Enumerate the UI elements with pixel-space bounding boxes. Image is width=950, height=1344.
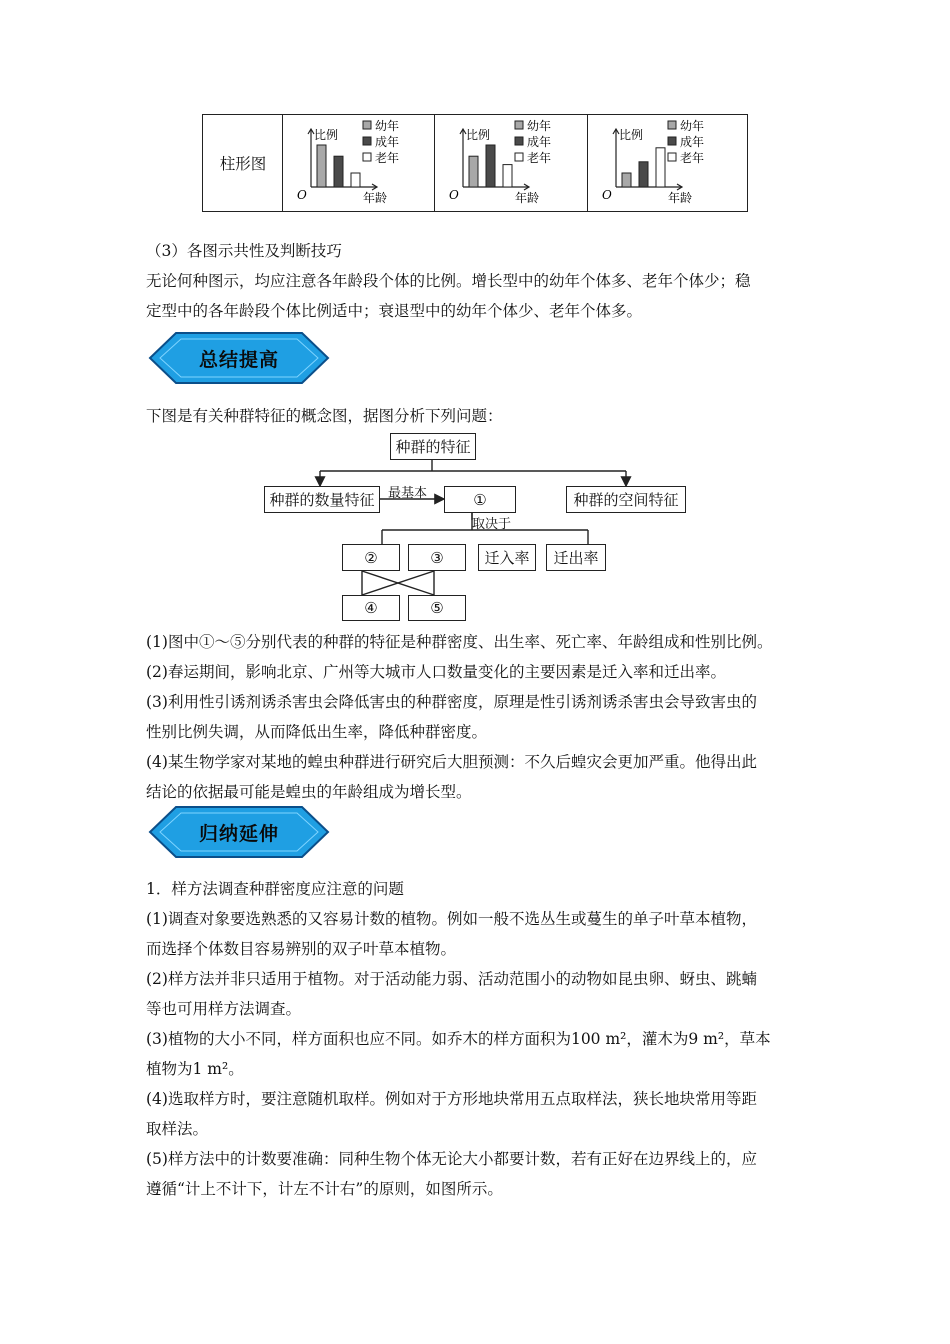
bar-old [351,173,360,187]
chart-cell-growth [283,115,435,211]
node-spatial-features: 种群的空间特征 [566,486,686,513]
extension-banner-label: 归纳延伸 [198,822,279,845]
answer-2: (2)春运期间，影响北京、广州等大城市人口数量变化的主要因素是迁入率和迁出率。 [146,663,726,681]
bar-chart-table [202,114,748,212]
bar-young [469,156,478,187]
age-structure-chart-stable [435,115,585,211]
legend-label: 老年 [527,151,552,165]
legend-label: 成年 [375,135,400,149]
legend-label: 幼年 [680,119,705,133]
age-structure-chart-decline [588,115,743,211]
extension-item-4-line-1: (4)选取样方时，要注意随机取样。例如对于方形地块常用五点取样法，狭长地块常用等距 [146,1090,757,1108]
legend-label: 老年 [680,151,705,165]
y-axis-label: 比例 [314,128,339,142]
node-4: ④ [342,595,400,621]
legend-label: 成年 [527,135,552,149]
node-immigration: 迁入率 [478,544,536,571]
node-3: ③ [408,544,466,571]
section3-line-1: 无论何种图示，均应注意各年龄段个体的比例。增长型中的幼年个体多、老年个体少；稳 [146,272,751,290]
edge-label-depends: 取决于 [472,517,512,532]
legend-swatch [515,121,523,129]
node-population-features: 种群的特征 [390,433,476,460]
origin-label: O [602,188,612,202]
node-emigration: 迁出率 [546,544,606,571]
extension-item-2-line-2: 等也可用样方法调查。 [146,1000,302,1018]
bar-young [622,173,631,187]
answer-4-line-2: 结论的依据最可能是蝗虫的年龄组成为增长型。 [146,783,472,801]
extension-item-3-line-1: (3)植物的大小不同，样方面积也应不同。如乔木的样方面积为100 m²，灌木为9 m²，草本 [146,1030,771,1048]
answer-1: (1)图中①～⑤分别代表的种群的特征是种群密度、出生率、死亡率、年龄组成和性别比例。 [146,633,773,651]
chart-cell-decline [588,115,748,211]
node-1: ① [444,486,516,513]
bar-adult [639,162,648,187]
x-axis-label: 年龄 [363,191,388,205]
origin-label: O [449,188,459,202]
age-structure-chart-growth [283,115,433,211]
edge-label-basic: 最基本 [388,486,428,501]
node-2: ② [342,544,400,571]
answer-3-line-2: 性别比例失调，从而降低出生率，降低种群密度。 [146,723,488,741]
extension-item-4-line-2: 取样法。 [146,1120,209,1138]
bar-adult [486,145,495,187]
node-quantity-features: 种群的数量特征 [264,486,380,513]
legend-swatch [515,137,523,145]
extension-item-1-line-1: (1)调查对象要选熟悉的又容易计数的植物。例如一般不选丛生或蔓生的单子叶草本植物， [146,910,757,928]
section3-line-2: 定型中的各年龄段个体比例适中；衰退型中的幼年个体少、老年个体多。 [146,302,643,320]
summary-answers [146,627,814,807]
legend-swatch [668,153,676,161]
bar-old [656,148,665,187]
node-5: ⑤ [408,595,466,621]
answer-4-line-1: (4)某生物学家对某地的蝗虫种群进行研究后大胆预测：不久后蝗灾会更加严重。他得出此 [146,753,757,771]
bar-old [503,165,512,187]
legend-swatch [515,153,523,161]
legend-label: 幼年 [375,119,400,133]
summary-banner-label: 总结提高 [198,348,279,371]
answer-3-line-1: (3)利用性引诱剂诱杀害虫会降低害虫的种群密度，原理是性引诱剂诱杀害虫会导致害虫的 [146,693,757,711]
legend-swatch [363,153,371,161]
legend-swatch [668,121,676,129]
section3 [146,236,814,326]
bar-adult [334,156,343,187]
y-axis-label: 比例 [466,128,491,142]
legend-label: 幼年 [527,119,552,133]
extension-item-5-line-1: (5)样方法中的计数要准确：同种生物个体无论大小都要计数，若有正好在边界线上的，应 [146,1150,757,1168]
x-axis-label: 年龄 [668,191,693,205]
chart-cell-stable [435,115,588,211]
summary-banner [146,330,332,386]
summary-intro [146,401,814,431]
section3-heading: （3）各图示共性及判断技巧 [146,242,342,260]
legend-label: 成年 [680,135,705,149]
extension-banner [146,804,332,860]
summary-intro-text: 下图是有关种群特征的概念图，据图分析下列问题： [146,407,503,425]
legend-swatch [668,137,676,145]
origin-label: O [297,188,307,202]
y-axis-label: 比例 [619,128,644,142]
table-row-label-cell [203,115,283,211]
extension-section [146,874,814,1204]
legend-label: 老年 [375,151,400,165]
table-row-label: 柱形图 [219,155,267,173]
extension-item-3-line-2: 植物为1 m²。 [146,1060,244,1078]
bar-young [317,145,326,187]
extension-item-5-line-2: 遵循“计上不计下，计左不计右”的原则，如图所示。 [146,1180,503,1198]
x-axis-label: 年龄 [515,191,540,205]
extension-heading: 1．样方法调查种群密度应注意的问题 [146,880,404,898]
legend-swatch [363,121,371,129]
extension-item-1-line-2: 而选择个体数目容易辨别的双子叶草本植物。 [146,940,457,958]
extension-item-2-line-1: (2)样方法并非只适用于植物。对于活动能力弱、活动范围小的动物如昆虫卵、蚜虫、跳蝻 [146,970,757,988]
legend-swatch [363,137,371,145]
